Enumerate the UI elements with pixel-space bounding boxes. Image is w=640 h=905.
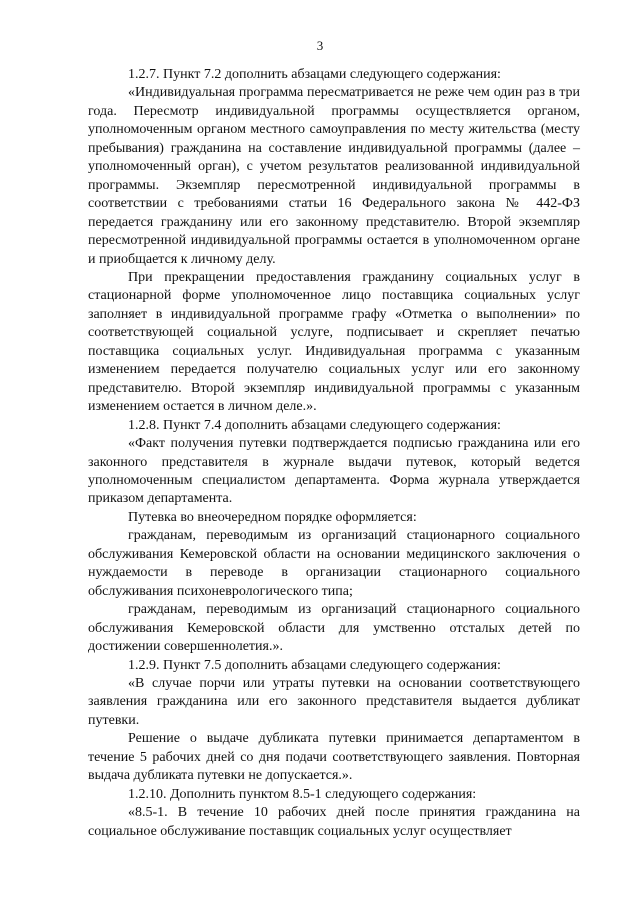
- document-body: [88, 66, 580, 841]
- paragraph-item-8-5-1: «8.5-1. В течение 10 рабочих дней после принятия гражданина на социальное обслуживание поставщик социальных услуг осуществляет: [88, 805, 580, 839]
- paragraph-item-1-2-9-heading: 1.2.9. Пункт 7.5 дополнить абзацами следующего содержания:: [128, 657, 501, 673]
- paragraph-termination-of-services: При прекращении предоставления гражданину социальных услуг в стационарной форме уполномоченное лицо поставщика социальных услуг заполняет в индивидуальной программе графу «Отметка о выполнении» по соответствующей социальной услуге, подписывает и скрепляет печатью поставщика социальных услуг. Индивидуальная программа с указанным изменением передается получателю социальных услуг или его законному представителю. Второй экземпляр индивидуальной программы с указанным изменением остается в личном деле.».: [88, 269, 580, 415]
- paragraph-priority-case-1: гражданам, переводимым из организаций стационарного социального обслуживания Кемеровской области на основании медицинского заключения о нуждаемости в переводе в организации стационарного социального обслуживания психоневрологического типа;: [88, 528, 580, 599]
- paragraph-duplicate-decision: Решение о выдаче дубликата путевки принимается департаментом в течение 5 рабочих дней со дня подачи соответствующего заявления. Повторная выдача дубликата путевки не допускается.».: [88, 731, 580, 784]
- paragraph-priority-case-2: гражданам, переводимым из организаций стационарного социального обслуживания Кемеровской области для умственно отсталых детей по достижении совершеннолетия.».: [88, 602, 580, 655]
- page-number: 3: [316, 38, 324, 53]
- paragraph-voucher-duplicate: «В случае порчи или утраты путевки на основании соответствующего заявления гражданина или его законного представителя выдается дубликат путевки.: [88, 675, 580, 728]
- paragraph-item-1-2-7-heading: 1.2.7. Пункт 7.2 дополнить абзацами следующего содержания:: [128, 67, 501, 82]
- paragraph-individual-program-review: «Индивидуальная программа пересматривается не реже чем один раз в три года. Пересмотр индивидуальной программы осуществляется органом, уполномоченным органом местного самоуправления по месту жительства (месту пребывания) гражданина на составление индивидуальной программы (далее – уполномоченный орган), с учетом результатов реализованной индивидуальной программы. Экземпляр пересмотренной индивидуальной программы в соответствии с требованиями статьи 16 Федерального закона № 442-ФЗ передается гражданину или его законному представителю. Второй экземпляр пересмотренной индивидуальной программы остается в уполномоченном органе и приобщается к личному делу.: [88, 85, 580, 267]
- paragraph-priority-voucher: Путевка во внеочередном порядке оформляется:: [128, 509, 417, 525]
- paragraph-item-1-2-10-heading: 1.2.10. Дополнить пунктом 8.5-1 следующего содержания:: [128, 786, 477, 802]
- paragraph-item-1-2-8-heading: 1.2.8. Пункт 7.4 дополнить абзацами следующего содержания:: [128, 417, 501, 433]
- paragraph-voucher-receipt: «Факт получения путевки подтверждается подписью гражданина или его законного представителя в журнале выдачи путевок, который ведется уполномоченным специалистом департамента. Форма журнала утверждается приказом департамента.: [88, 436, 580, 507]
